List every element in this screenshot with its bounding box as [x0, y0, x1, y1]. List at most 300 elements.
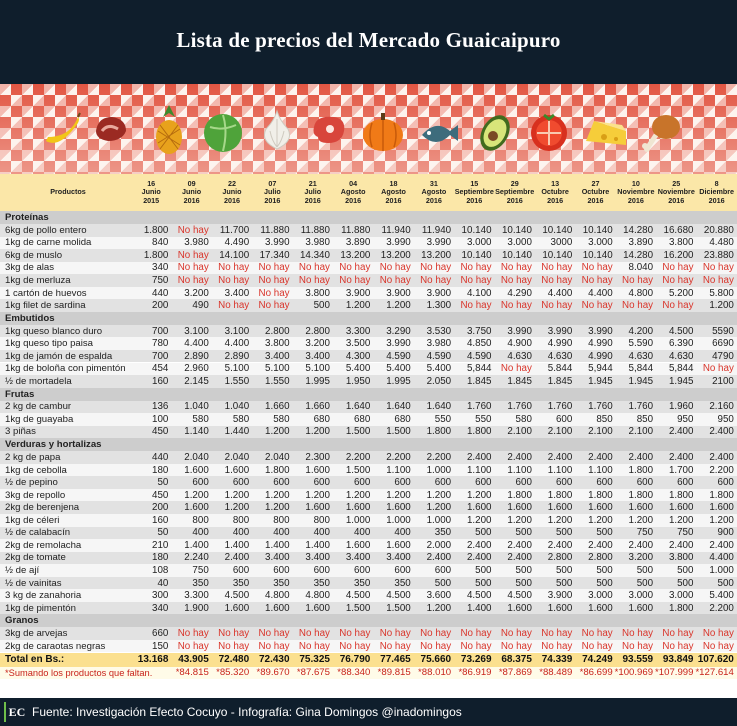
date-month: Octubre	[581, 187, 610, 197]
price-cell: 3.400	[305, 552, 330, 564]
date-month: Junio	[141, 187, 161, 197]
price-cell: No hay	[177, 262, 209, 274]
price-cell: 2.400	[507, 552, 532, 564]
food-icons-row	[40, 101, 730, 157]
date-month: Agosto	[381, 187, 406, 197]
product-label: 1 cartón de huevos	[5, 287, 87, 299]
date-year: 2016	[547, 195, 564, 205]
date-year: 2016	[345, 195, 362, 205]
section-header	[0, 388, 737, 401]
price-cell: 1.200	[426, 602, 452, 614]
price-cell: 350	[313, 577, 330, 589]
price-cell: 4.990	[588, 350, 613, 362]
summed-cell: *86.919	[458, 667, 492, 678]
product-label: 3 piñas	[5, 426, 36, 438]
price-cell: 1.600	[386, 502, 411, 514]
date-column-header	[171, 174, 211, 211]
price-cell: No hay	[298, 640, 330, 652]
date-column-header	[414, 174, 454, 211]
table-row	[0, 514, 737, 527]
price-cell: 3.400	[386, 552, 411, 564]
price-cell: 454	[152, 363, 169, 375]
price-cell: 1.800	[507, 489, 532, 501]
price-cell: No hay	[339, 640, 371, 652]
price-cell: 4.400	[224, 338, 250, 350]
product-label: 1kg de merluza	[5, 274, 71, 286]
price-cell: 20.880	[703, 224, 734, 236]
date-month: Junio	[182, 187, 202, 197]
price-cell: 350	[353, 577, 371, 589]
product-label: 2 kg de papa	[5, 452, 61, 464]
price-cell: 850	[636, 413, 654, 425]
price-cell: No hay	[541, 628, 573, 640]
price-cell: 4.500	[386, 590, 411, 602]
price-cell: 1.600	[628, 602, 654, 614]
summed-cell: *89.670	[256, 667, 290, 678]
price-cell: 2.200	[426, 452, 452, 464]
price-cell: 4790	[712, 350, 734, 362]
price-cell: 1.640	[426, 401, 452, 413]
price-cell: 800	[273, 514, 290, 526]
price-cell: No hay	[702, 628, 734, 640]
price-cell: 350	[434, 527, 452, 539]
price-cell: 1.000	[426, 514, 452, 526]
product-label: 1kg de cebolla	[5, 464, 67, 476]
price-cell: 2.100	[588, 426, 613, 438]
date-month: Agosto	[421, 187, 447, 197]
product-label: 1kg de céleri	[5, 514, 60, 526]
price-cell: No hay	[581, 262, 613, 274]
price-cell: 1.300	[426, 300, 452, 312]
price-cell: 1.600	[305, 464, 330, 476]
price-cell: 11.880	[260, 224, 290, 236]
price-cell: 2.400	[466, 452, 492, 464]
price-cell: 5.400	[709, 590, 734, 602]
price-cell: 3.900	[426, 287, 452, 299]
price-cell: 1.845	[466, 375, 492, 387]
price-cell: 1.800	[668, 489, 694, 501]
section-title: Proteínas	[5, 212, 49, 223]
date-month: Julio	[304, 187, 322, 197]
price-cell: No hay	[339, 262, 371, 274]
price-cell: 11.880	[300, 224, 330, 236]
price-cell: 1.600	[628, 502, 654, 514]
price-cell: 1.760	[466, 401, 492, 413]
price-cell: 10.140	[501, 249, 532, 261]
price-cell: 3.000	[466, 237, 492, 249]
price-cell: No hay	[258, 640, 290, 652]
price-cell: 4.590	[386, 350, 411, 362]
price-cell: 3.900	[547, 590, 573, 602]
product-label: 2kg de remolacha	[5, 539, 82, 551]
price-cell: 4.480	[709, 237, 734, 249]
price-cell: 1.600	[507, 602, 532, 614]
price-cell: 6.390	[668, 338, 694, 350]
price-cell: 1.800	[588, 489, 613, 501]
price-cell: 1.200	[305, 426, 330, 438]
price-cell: 1.800	[426, 426, 452, 438]
price-cell: 500	[515, 564, 532, 576]
price-cell: 1.600	[184, 502, 209, 514]
price-cell: 1.800	[668, 602, 694, 614]
date-month: Noviembre	[657, 187, 695, 197]
price-cell: 2.400	[709, 452, 734, 464]
price-cell: No hay	[581, 628, 613, 640]
date-month: Octubre	[541, 187, 569, 197]
price-cell: 1.600	[184, 464, 209, 476]
date-column-header	[212, 174, 252, 211]
price-cell: 1.760	[588, 401, 613, 413]
price-cell: 2.800	[588, 552, 613, 564]
price-cell: 3.200	[305, 338, 330, 350]
price-cell: 5.400	[426, 363, 452, 375]
price-cell: 600	[475, 477, 492, 489]
chicken-leg-icon	[640, 101, 686, 157]
price-cell: 800	[192, 514, 209, 526]
price-cell: No hay	[541, 300, 573, 312]
price-cell: 2.100	[507, 426, 532, 438]
price-cell: 1.500	[386, 602, 411, 614]
price-cell: 500	[555, 564, 573, 576]
price-cell: 5.100	[305, 363, 330, 375]
date-day: 07	[268, 179, 277, 189]
price-cell: 400	[192, 527, 209, 539]
price-cell: 1.950	[345, 375, 371, 387]
garlic-icon	[254, 101, 300, 157]
total-cell: 73.269	[460, 654, 492, 665]
date-column-header	[293, 174, 333, 211]
price-cell: No hay	[177, 628, 209, 640]
price-cell: 2.200	[345, 452, 371, 464]
price-cell: 3.750	[466, 325, 492, 337]
price-cell: 600	[555, 413, 573, 425]
product-label: ½ de mortadela	[5, 375, 72, 387]
date-year: 2016	[264, 195, 281, 205]
price-cell: 500	[475, 527, 492, 539]
price-cell: 1.660	[305, 401, 330, 413]
price-cell: 16.680	[663, 224, 694, 236]
price-cell: No hay	[662, 640, 694, 652]
price-cell: 100	[152, 413, 169, 425]
price-cell: 3.890	[628, 237, 654, 249]
price-cell: No hay	[460, 640, 492, 652]
price-cell: 1.640	[345, 401, 371, 413]
price-cell: 2.400	[628, 452, 654, 464]
price-cell: 2100	[712, 375, 734, 387]
price-cell: 400	[394, 527, 411, 539]
price-cell: No hay	[420, 640, 452, 652]
date-month: Junio	[222, 187, 242, 197]
price-cell: 3.990	[386, 338, 411, 350]
date-day: 27	[591, 179, 600, 189]
summed-cell: *107.999	[655, 667, 694, 678]
price-cell: 1.800	[143, 224, 169, 236]
section-header	[0, 614, 737, 627]
price-cell: 2.400	[628, 539, 654, 551]
price-cell: 10.140	[582, 224, 613, 236]
price-cell: No hay	[218, 300, 250, 312]
price-cell: 600	[353, 564, 371, 576]
price-cell: 2.890	[184, 350, 209, 362]
total-cell: 93.559	[622, 654, 654, 665]
product-label: 3kg de arvejas	[5, 628, 68, 640]
price-cell: 1.000	[345, 514, 371, 526]
avocado-icon	[472, 101, 518, 157]
summed-cell: *88.010	[418, 667, 452, 678]
price-cell: 680	[394, 413, 411, 425]
price-cell: 2.400	[709, 539, 734, 551]
price-cell: 300	[152, 590, 169, 602]
price-cell: 2.200	[386, 452, 411, 464]
price-cell: No hay	[500, 274, 532, 286]
product-label: 3kg de repollo	[5, 489, 66, 501]
price-cell: 3.800	[668, 237, 694, 249]
price-cell: 1.550	[265, 375, 290, 387]
date-year: 2016	[506, 195, 523, 205]
summed-cell: *127.614	[695, 667, 734, 678]
total-cell: 77.465	[380, 654, 411, 665]
date-column-header	[252, 174, 292, 211]
price-cell: 3.290	[386, 325, 411, 337]
date-day: 18	[389, 179, 398, 189]
price-cell: 1.000	[709, 564, 734, 576]
price-cell: 10.140	[461, 249, 492, 261]
price-cell: 14.340	[299, 249, 330, 261]
price-cell: 3.200	[628, 552, 654, 564]
total-cell: 72.480	[218, 654, 250, 665]
date-month: Diciembre	[699, 187, 735, 197]
price-cell: 3.400	[265, 552, 290, 564]
price-cell: 600	[555, 477, 573, 489]
price-cell: 3.300	[345, 325, 371, 337]
price-cell: 1.200	[668, 514, 694, 526]
price-cell: 160	[152, 375, 169, 387]
total-cell: 43.905	[178, 654, 209, 665]
date-column-header	[616, 174, 656, 211]
price-cell: 4.990	[547, 338, 573, 350]
price-cell: 4.900	[507, 338, 532, 350]
price-cell: 2.400	[668, 426, 694, 438]
price-cell: 2.960	[184, 363, 209, 375]
price-cell: 1.640	[386, 401, 411, 413]
summed-cell: *84.815	[175, 667, 209, 678]
price-cell: 1.200	[305, 489, 330, 501]
total-cell: 76.790	[339, 654, 371, 665]
price-cell: 4.990	[588, 338, 613, 350]
price-cell: 1.760	[507, 401, 532, 413]
price-cell: 4.500	[345, 590, 371, 602]
price-cell: No hay	[622, 274, 654, 286]
price-cell: 1.600	[588, 602, 613, 614]
price-cell: 2.400	[426, 552, 452, 564]
price-cell: No hay	[379, 274, 411, 286]
price-cell: No hay	[258, 287, 290, 299]
price-cell: No hay	[258, 274, 290, 286]
price-cell: 3.100	[224, 325, 250, 337]
table-row	[0, 337, 737, 350]
product-label: ½ de pepino	[5, 477, 58, 489]
price-cell: 2.400	[588, 539, 613, 551]
total-cell: 68.375	[501, 654, 532, 665]
price-cell: 1.200	[265, 502, 290, 514]
price-cell: 1.600	[265, 602, 290, 614]
table-row	[0, 627, 737, 640]
price-cell: 1.200	[184, 489, 209, 501]
price-cell: 600	[232, 564, 250, 576]
price-cell: 2.400	[588, 452, 613, 464]
price-cell: 4.630	[668, 350, 694, 362]
price-cell: No hay	[420, 628, 452, 640]
price-cell: 500	[515, 577, 532, 589]
price-cell: 1.200	[345, 489, 371, 501]
product-label: 3kg de alas	[5, 262, 55, 274]
price-cell: 2.890	[224, 350, 250, 362]
price-cell: No hay	[460, 628, 492, 640]
summed-cell: *88.489	[539, 667, 573, 678]
price-cell: 340	[152, 602, 169, 614]
price-cell: 2.050	[426, 375, 452, 387]
price-cell: 11.880	[341, 224, 371, 236]
date-day: 8	[714, 179, 719, 189]
price-cell: 400	[313, 527, 330, 539]
price-cell: 500	[596, 527, 613, 539]
price-cell: 500	[677, 577, 694, 589]
price-cell: 2.100	[547, 426, 573, 438]
price-cell: 680	[313, 413, 330, 425]
product-label: 6kg de pollo entero	[5, 224, 87, 236]
price-cell: 1.200	[224, 489, 250, 501]
product-label: 2kg de tomate	[5, 552, 66, 564]
section-header	[0, 438, 737, 451]
price-cell: No hay	[702, 363, 734, 375]
price-cell: 1.945	[588, 375, 613, 387]
price-cell: 1.100	[466, 464, 492, 476]
price-cell: 4.800	[265, 590, 290, 602]
product-label: 1kg filet de sardina	[5, 300, 86, 312]
price-cell: 180	[152, 552, 169, 564]
price-cell: 3.500	[345, 338, 371, 350]
price-cell: 450	[152, 489, 169, 501]
price-cell: 23.880	[703, 249, 734, 261]
footer-credit: Fuente: Investigación Efecto Cocuyo - Infografía: Gina Domingos @inadomingos	[32, 705, 462, 719]
date-day: 16	[147, 179, 156, 189]
summed-cell: *87.869	[498, 667, 532, 678]
price-cell: 1.040	[224, 401, 250, 413]
price-cell: 2.400	[668, 539, 694, 551]
date-day: 09	[187, 179, 196, 189]
table-row	[0, 527, 737, 540]
price-cell: 1.800	[143, 249, 169, 261]
price-cell: No hay	[218, 628, 250, 640]
price-cell: 3.900	[345, 287, 371, 299]
price-cell: 4.400	[588, 287, 613, 299]
table-row	[0, 413, 737, 426]
price-cell: No hay	[177, 249, 209, 261]
price-cell: No hay	[662, 262, 694, 274]
price-cell: No hay	[460, 274, 492, 286]
price-cell: 1.200	[466, 489, 492, 501]
price-cell: 2.400	[547, 452, 573, 464]
price-cell: 580	[273, 413, 290, 425]
price-cell: 13.200	[380, 249, 411, 261]
total-cell: 75.660	[420, 654, 452, 665]
price-cell: 600	[192, 477, 209, 489]
price-cell: 1.800	[709, 489, 734, 501]
pineapple-icon	[146, 101, 192, 157]
section-header	[0, 211, 737, 224]
price-cell: 5590	[712, 325, 734, 337]
price-cell: No hay	[622, 628, 654, 640]
price-cell: 5,944	[588, 363, 613, 375]
price-cell: No hay	[177, 224, 209, 236]
price-cell: No hay	[460, 300, 492, 312]
table-row	[0, 249, 737, 262]
footer-bar	[0, 698, 737, 726]
price-cell: 500	[636, 577, 654, 589]
price-cell: 1.000	[426, 464, 452, 476]
price-cell: 1.200	[426, 489, 452, 501]
price-cell: 3.000	[628, 590, 654, 602]
price-cell: No hay	[662, 628, 694, 640]
price-cell: 2.040	[224, 452, 250, 464]
date-month: Septiembre	[495, 187, 535, 197]
price-cell: 2.145	[184, 375, 209, 387]
total-cell: 75.325	[299, 654, 330, 665]
price-cell: 3.990	[265, 237, 290, 249]
price-cell: 1.995	[386, 375, 411, 387]
summed-cell: *100.969	[614, 667, 654, 678]
total-cell: 107.620	[697, 654, 734, 665]
price-cell: 1.100	[588, 464, 613, 476]
date-year: 2016	[587, 195, 604, 205]
price-cell: No hay	[622, 640, 654, 652]
price-cell: 2.200	[709, 602, 734, 614]
price-cell: 1.400	[184, 539, 209, 551]
date-year: 2016	[627, 195, 644, 205]
date-year: 2016	[708, 195, 725, 205]
table-row	[0, 577, 737, 590]
price-cell: 10.140	[501, 224, 532, 236]
table-row	[0, 350, 737, 363]
price-cell: 500	[717, 577, 734, 589]
price-cell: 3.990	[426, 237, 452, 249]
price-cell: 1.400	[305, 539, 330, 551]
price-cell: 580	[232, 413, 250, 425]
price-cell: 4.290	[507, 287, 532, 299]
efecto-cocuyo-logo: EC	[4, 702, 26, 722]
product-label: 2kg de berenjena	[5, 502, 80, 514]
date-year: 2016	[425, 195, 442, 205]
price-cell: 150	[152, 640, 169, 652]
cheese-icon	[582, 101, 628, 157]
price-cell: No hay	[702, 640, 734, 652]
price-cell: 4.630	[628, 350, 654, 362]
price-cell: 4.490	[224, 237, 250, 249]
price-cell: 3.800	[668, 552, 694, 564]
price-cell: 900	[717, 527, 734, 539]
price-cell: 4.400	[709, 552, 734, 564]
price-cell: 1.400	[265, 539, 290, 551]
price-cell: 3.400	[345, 552, 371, 564]
price-cell: 2.160	[709, 401, 734, 413]
price-cell: 1.995	[305, 375, 330, 387]
price-cell: No hay	[218, 640, 250, 652]
price-cell: 1.200	[265, 489, 290, 501]
price-cell: 840	[152, 237, 169, 249]
section-header	[0, 312, 737, 325]
price-cell: 1.200	[709, 300, 734, 312]
price-cell: No hay	[460, 262, 492, 274]
